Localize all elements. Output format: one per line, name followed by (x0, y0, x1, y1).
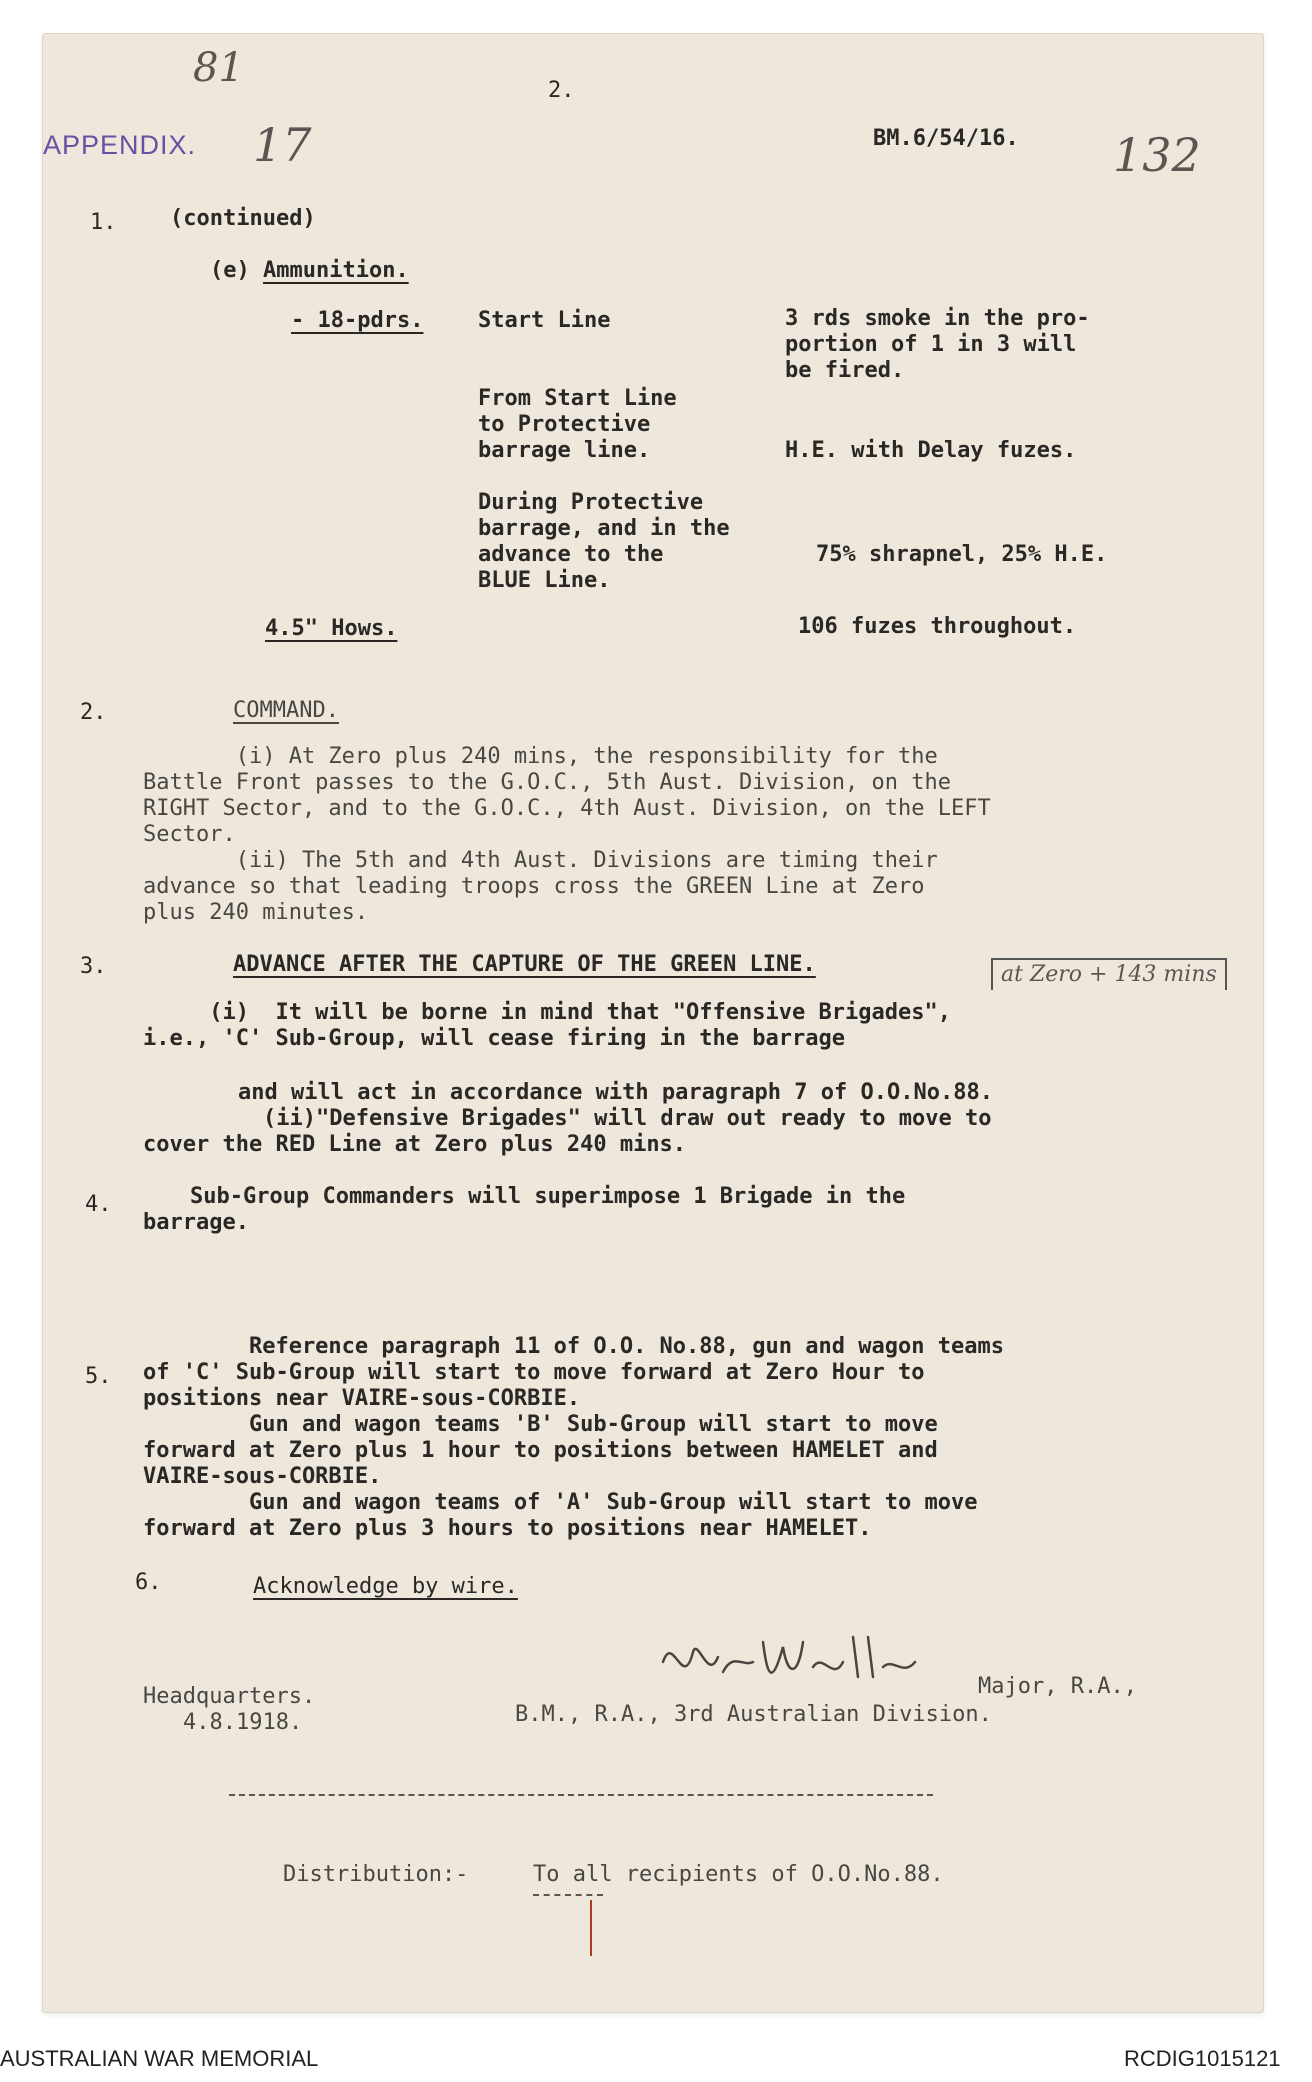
signature-rank: Major, R.A., (978, 1674, 1137, 1699)
handwritten-appendix-number: 17 (253, 118, 312, 172)
page-number: 2. (548, 78, 575, 103)
phase-cell: During Protective (478, 490, 704, 515)
separator-line (229, 1794, 933, 1796)
phase-cell: to Protective (478, 412, 651, 437)
section-4-line: barrage. (143, 1210, 249, 1235)
ammunition-heading: Ammunition. (263, 258, 409, 283)
document-page (43, 34, 1263, 2012)
ammo-cell: 3 rds smoke in the pro- (785, 306, 1090, 331)
distribution-underline (533, 1894, 603, 1896)
weapon-18-pdrs: - 18-pdrs. (291, 308, 424, 333)
section-2-number: 2. (80, 700, 107, 725)
red-tick-mark (590, 1900, 592, 1956)
section-4-line: Sub-Group Commanders will superimpose 1 Brigade in the (190, 1184, 906, 1209)
section-2-line: plus 240 minutes. (143, 900, 369, 925)
section-2-line: (ii) The 5th and 4th Aust. Divisions are timing their (143, 848, 938, 873)
section-3-number: 3. (80, 954, 107, 979)
footer-right: RCDIG1015121 (1124, 2046, 1281, 2071)
section-2-line: advance so that leading troops cross the GREEN Line at Zero (143, 874, 925, 899)
section-5-line: forward at Zero plus 1 hour to positions between HAMELET and (143, 1438, 938, 1463)
section-5-line: forward at Zero plus 3 hours to positions near HAMELET. (143, 1516, 872, 1541)
footer-left: AUSTRALIAN WAR MEMORIAL (0, 2046, 319, 2071)
section-3-line: i.e., 'C' Sub-Group, will cease firing in the barrage (143, 1026, 845, 1051)
section-3-line: cover the RED Line at Zero plus 240 mins. (143, 1132, 687, 1157)
handwritten-number-top-right: 132 (1113, 128, 1201, 182)
phase-cell: barrage line. (478, 438, 651, 463)
section-2-line: Battle Front passes to the G.O.C., 5th Aust. Division, on the (143, 770, 951, 795)
section-2-line: (i) At Zero plus 240 mins, the responsibility for the (143, 744, 938, 769)
section-3-line: (i) It will be borne in mind that "Offensive Brigades", (143, 1000, 951, 1025)
section-5-line: VAIRE-sous-CORBIE. (143, 1464, 382, 1489)
section-1-continued: (continued) (170, 206, 316, 231)
phase-cell: advance to the (478, 542, 664, 567)
section-2-title: COMMAND. (233, 698, 339, 723)
distribution-label: Distribution:- (283, 1862, 469, 1887)
ammo-cell: be fired. (785, 358, 905, 383)
signature-unit: B.M., R.A., 3rd Australian Division. (515, 1702, 992, 1727)
phase-cell: From Start Line (478, 386, 677, 411)
phase-cell: barrage, and in the (478, 516, 730, 541)
ammo-cell: H.E. with Delay fuzes. (785, 438, 1077, 463)
weapon-4-5-hows: 4.5" Hows. (265, 616, 398, 641)
section-3-title: ADVANCE AFTER THE CAPTURE OF THE GREEN LINE. (233, 952, 816, 977)
document-reference: BM.6/54/16. (873, 126, 1019, 151)
distribution-text: To all recipients of O.O.No.88. (533, 1862, 944, 1887)
section-2-line: Sector. (143, 822, 236, 847)
handwritten-insert: at Zero + 143 mins (991, 958, 1227, 990)
section-6-number: 6. (135, 1570, 162, 1595)
phase-cell: BLUE Line. (478, 568, 611, 593)
ammo-cell: 106 fuzes throughout. (798, 614, 1077, 639)
section-5-line: Gun and wagon teams of 'A' Sub-Group will start to move (143, 1490, 978, 1515)
section-3-line: and will act in accordance with paragraph 7 of O.O.No.88. (238, 1080, 993, 1105)
appendix-stamp: APPENDIX. (43, 130, 197, 160)
headquarters-date: 4.8.1918. (183, 1710, 303, 1735)
section-4-number: 4. (85, 1192, 112, 1217)
section-3-line: (ii)"Defensive Brigades" will draw out ready to move to (263, 1106, 992, 1131)
section-5-line: Reference paragraph 11 of O.O. No.88, gun and wagon teams (143, 1334, 1004, 1359)
ammo-cell: portion of 1 in 3 will (785, 332, 1077, 357)
ammo-cell: 75% shrapnel, 25% H.E. (816, 542, 1108, 567)
section-5-line: of 'C' Sub-Group will start to move forward at Zero Hour to (143, 1360, 925, 1385)
section-6-text: Acknowledge by wire. (253, 1574, 518, 1599)
section-2-line: RIGHT Sector, and to the G.O.C., 4th Aust. Division, on the LEFT (143, 796, 991, 821)
section-5-number: 5. (85, 1364, 112, 1389)
phase-cell: Start Line (478, 308, 611, 333)
ammunition-label: (e) (210, 258, 250, 283)
handwritten-number-top-left: 81 (193, 45, 244, 91)
headquarters-label: Headquarters. (143, 1684, 316, 1709)
handwritten-signature (653, 1622, 943, 1702)
section-5-line: positions near VAIRE-sous-CORBIE. (143, 1386, 581, 1411)
section-5-line: Gun and wagon teams 'B' Sub-Group will start to move (143, 1412, 938, 1437)
section-1-number: 1. (90, 210, 117, 235)
